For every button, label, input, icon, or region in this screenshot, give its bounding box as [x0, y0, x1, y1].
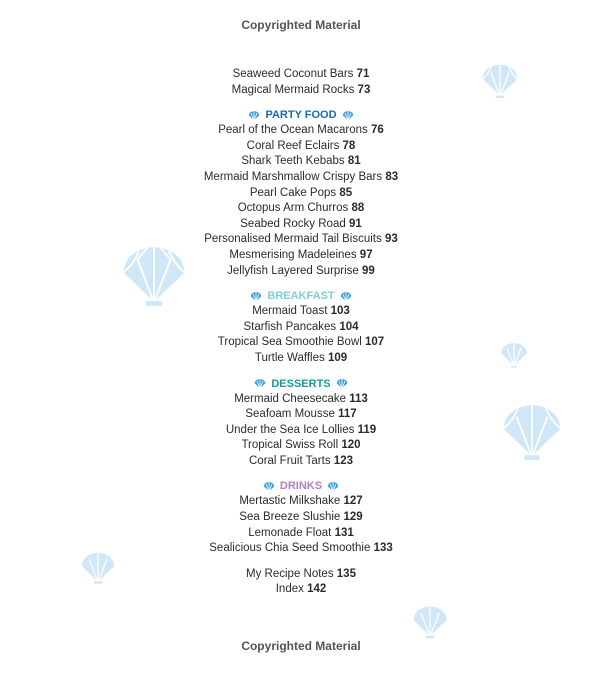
shell-icon — [247, 110, 261, 122]
table-of-contents — [0, 67, 602, 598]
toc-entry-page: 117 — [338, 408, 357, 421]
shell-icon — [341, 110, 355, 122]
toc-entry-title: Mermaid Cheesecake — [234, 392, 347, 405]
toc-entry-page: 142 — [307, 583, 327, 596]
toc-entry-page: 83 — [385, 170, 399, 183]
toc-entry-title: Coral Fruit Tarts — [249, 454, 331, 467]
section-heading — [0, 377, 602, 392]
toc-entry-title: Index — [275, 583, 304, 596]
section-heading — [0, 479, 602, 494]
toc-entry[interactable] — [0, 83, 602, 99]
toc-entry[interactable] — [0, 541, 602, 557]
toc-entry[interactable] — [0, 139, 602, 155]
toc-entry-title: Pearl of the Ocean Macarons — [218, 124, 368, 137]
toc-entry[interactable] — [0, 454, 602, 470]
toc-entry-page: 119 — [357, 423, 377, 436]
toc-entry[interactable] — [0, 526, 602, 542]
toc-entry-title: Seafoam Mousse — [245, 408, 335, 421]
toc-entry-page: 109 — [327, 351, 348, 364]
toc-entry-page: 97 — [359, 248, 373, 261]
toc-entry-page: 131 — [334, 526, 354, 539]
toc-entry[interactable] — [0, 351, 602, 367]
section-heading-label: DRINKS — [279, 480, 323, 493]
toc-entry[interactable] — [0, 438, 602, 454]
section-heading — [0, 289, 602, 304]
toc-entry-title: Starfish Pancakes — [243, 320, 337, 333]
toc-entry-title: Magical Mermaid Rocks — [231, 83, 355, 96]
toc-entry-title: Mermaid Marshmallow Crispy Bars — [203, 170, 383, 183]
toc-entry-page: 104 — [339, 320, 359, 333]
shell-icon — [339, 291, 353, 303]
toc-entry-page: 120 — [341, 439, 361, 452]
toc-entry-page: 127 — [343, 495, 363, 508]
toc-entry[interactable] — [0, 248, 602, 264]
toc-entry[interactable] — [0, 335, 602, 351]
toc-entry-page: 81 — [347, 155, 361, 168]
toc-entry[interactable] — [0, 392, 602, 408]
toc-entry-title: Jellyfish Layered Surprise — [227, 264, 359, 277]
toc-entry-title: Under the Sea Ice Lollies — [225, 423, 355, 436]
toc-entry-title: Tropical Swiss Roll — [241, 439, 339, 452]
toc-entry-page: 71 — [356, 68, 370, 80]
toc-entry-page: 73 — [357, 83, 371, 96]
toc-entry-title: Turtle Waffles — [254, 351, 325, 364]
section-heading-label: BREAKFAST — [267, 290, 335, 303]
toc-entry[interactable] — [0, 304, 602, 320]
shell-icon — [253, 378, 267, 390]
toc-entry-title: Sea Breeze Slushie — [239, 511, 341, 524]
toc-entry[interactable] — [0, 170, 602, 186]
toc-entry[interactable] — [0, 582, 602, 598]
copyright-footer: Copyrighted Material — [241, 639, 361, 653]
toc-entry-page: 91 — [348, 217, 362, 230]
shell-icon — [249, 291, 263, 303]
toc-entry-title: Octopus Arm Churros — [237, 202, 349, 215]
toc-entry-title: Mertastic Milkshake — [239, 495, 341, 508]
toc-entry[interactable] — [0, 567, 602, 583]
toc-entry[interactable] — [0, 423, 602, 439]
toc-entry[interactable] — [0, 510, 602, 526]
toc-entry[interactable] — [0, 232, 602, 248]
toc-entry-title: Sealicious Chia Seed Smoothie — [209, 542, 371, 555]
toc-entry-title: Seabed Rocky Road — [240, 217, 346, 230]
toc-entry[interactable] — [0, 264, 602, 280]
toc-entry-page: 76 — [371, 124, 384, 137]
toc-entry-page: 93 — [384, 233, 398, 246]
toc-entry[interactable] — [0, 123, 602, 139]
toc-entry-title: Mesmerising Madeleines — [229, 248, 357, 261]
toc-entry-page: 133 — [373, 542, 393, 555]
toc-entry-title: Shark Teeth Kebabs — [241, 155, 345, 168]
toc-entry-page: 88 — [351, 202, 365, 215]
copyright-header: Copyrighted Material — [241, 18, 361, 32]
shell-icon — [326, 481, 340, 493]
toc-entry-page: 78 — [342, 139, 356, 152]
shell-icon — [335, 378, 349, 390]
toc-entry-page: 123 — [333, 454, 353, 467]
toc-entry-title: Tropical Sea Smoothie Bowl — [217, 336, 362, 349]
toc-entry-page: 99 — [362, 264, 375, 277]
toc-entry-page: 113 — [349, 392, 368, 405]
toc-entry[interactable] — [0, 186, 602, 202]
toc-entry-page: 129 — [343, 511, 363, 524]
toc-entry-page: 103 — [330, 305, 350, 318]
toc-entry-title: Coral Reef Eclairs — [246, 139, 340, 152]
toc-entry-title: Personalised Mermaid Tail Biscuits — [204, 233, 382, 246]
toc-entry-page: 135 — [336, 567, 356, 580]
toc-entry[interactable] — [0, 67, 602, 83]
section-heading-label: DESSERTS — [271, 377, 331, 390]
toc-entry[interactable] — [0, 320, 602, 336]
toc-entry[interactable] — [0, 154, 602, 170]
toc-entry-page: 107 — [365, 336, 385, 349]
toc-entry-title: Seaweed Coconut Bars — [232, 68, 354, 80]
toc-entry-title: Lemonade Float — [248, 526, 332, 539]
shell-icon — [262, 481, 276, 493]
toc-entry[interactable] — [0, 217, 602, 233]
toc-entry[interactable] — [0, 201, 602, 217]
section-heading — [0, 108, 602, 123]
toc-entry[interactable] — [0, 407, 602, 423]
toc-entry-page: 85 — [339, 186, 353, 199]
toc-entry-title: Pearl Cake Pops — [249, 186, 337, 199]
toc-entry-title: Mermaid Toast — [252, 305, 328, 318]
toc-entry-title: My Recipe Notes — [246, 567, 334, 580]
toc-entry[interactable] — [0, 494, 602, 510]
section-heading-label: PARTY FOOD — [265, 109, 337, 122]
